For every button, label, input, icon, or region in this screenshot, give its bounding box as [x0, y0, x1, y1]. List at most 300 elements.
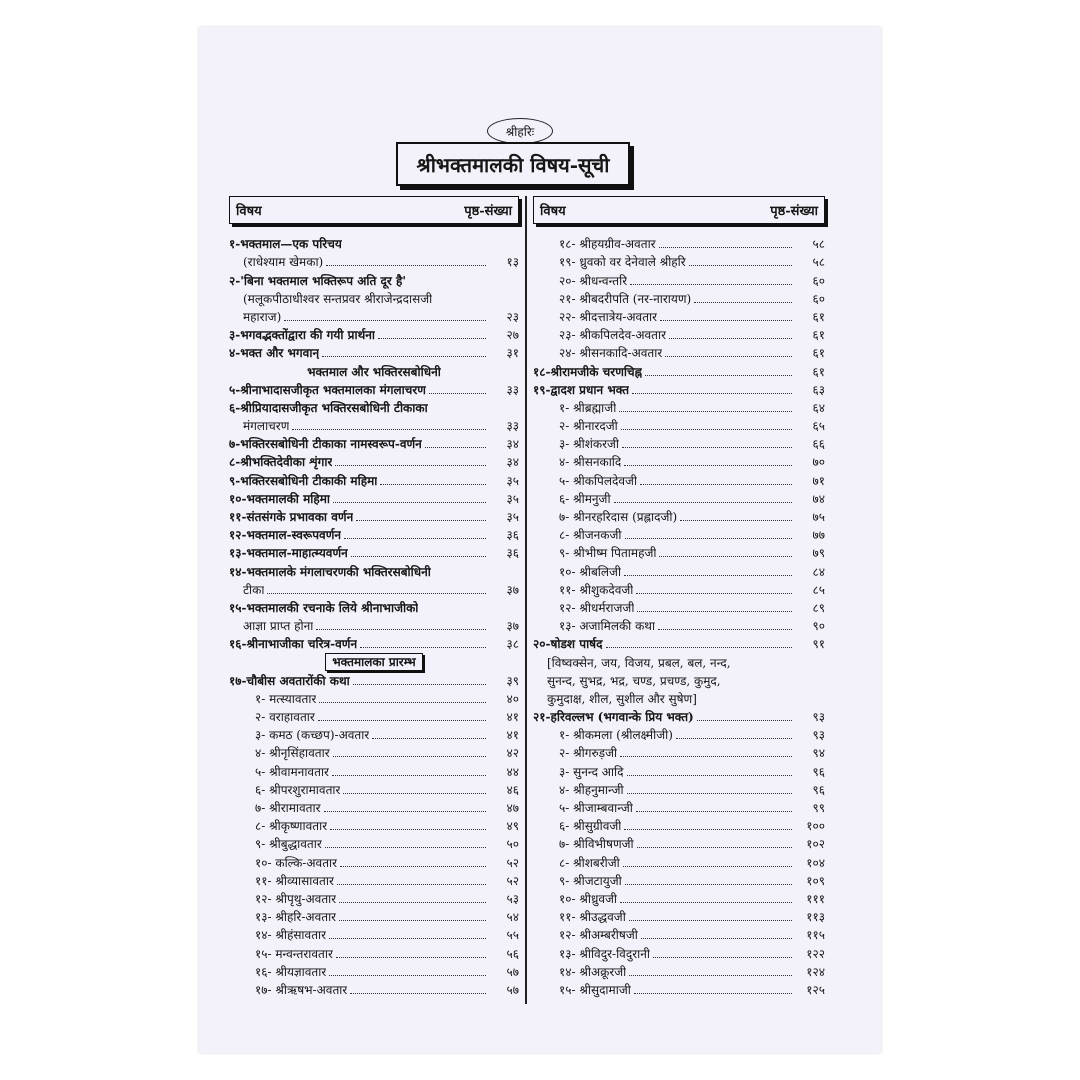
entry-page-number: ४६	[506, 782, 519, 797]
index-entry	[533, 598, 825, 616]
index-entry	[533, 962, 825, 980]
dot-leader	[614, 502, 792, 503]
entry-page-number: ४१	[506, 728, 519, 743]
entry-page-number: ६६	[812, 437, 825, 452]
index-entry	[533, 907, 825, 925]
entry-page-number: ३३	[506, 419, 519, 434]
entry-title: ६- श्रीमनुजी	[559, 491, 611, 506]
index-entry	[533, 798, 825, 816]
dot-leader	[629, 975, 792, 976]
index-entry	[533, 270, 825, 288]
dot-leader	[641, 938, 792, 939]
entry-page-number: १०२	[806, 837, 825, 852]
dot-leader	[329, 938, 486, 939]
index-entry	[533, 452, 825, 470]
entry-title: ५- श्रीकपिलदेवजी	[559, 473, 638, 488]
index-entry	[533, 634, 825, 652]
dot-leader	[339, 920, 486, 921]
entry-page-number: ६१	[812, 309, 825, 324]
index-entry	[229, 343, 519, 361]
dot-leader	[660, 320, 792, 321]
index-entry	[229, 907, 519, 925]
entry-page-number: ५८	[812, 237, 825, 252]
index-entry	[229, 761, 519, 779]
entry-title: (मलूकपीठाधीश्वर सन्तप्रवर श्रीराजेन्द्रदासजी	[243, 291, 433, 306]
entry-page-number: ३१	[506, 346, 519, 361]
index-entry	[229, 725, 519, 743]
index-entry	[533, 980, 825, 998]
entry-title: १७- श्रीऋषभ-अवतार	[255, 982, 348, 997]
entry-page-number: ४०	[506, 691, 519, 706]
index-entry	[533, 761, 825, 779]
index-entry	[229, 889, 519, 907]
entry-title: २४- श्रीसनकादि-अवतार	[559, 346, 663, 361]
index-entry	[229, 834, 519, 852]
index-entry	[533, 616, 825, 634]
crest-emblem	[487, 118, 553, 144]
entry-title: ४-भक्त और भगवान्	[229, 346, 320, 361]
entry-page-number: ६०	[812, 273, 825, 288]
entry-title: १५- मन्वन्तरावतार	[255, 946, 333, 961]
dot-leader	[353, 684, 486, 685]
dot-leader	[425, 447, 486, 448]
dot-leader	[350, 993, 486, 994]
entry-page-number: ५२	[506, 873, 519, 888]
dot-leader	[625, 884, 792, 885]
index-entry	[229, 398, 519, 416]
entry-title: १५-भक्तमालकी रचनाके लिये श्रीनाभाजीको	[229, 600, 419, 615]
entry-page-number: ३३	[506, 382, 519, 397]
index-entry	[229, 816, 519, 834]
entry-title: १५- श्रीसुदामाजी	[559, 982, 631, 997]
entry-page-number: ३८	[506, 637, 519, 652]
entry-title: १३- अजामिलकी कथा	[559, 619, 656, 634]
entry-title: भक्तमालका प्रारम्भ	[325, 653, 423, 671]
dot-leader	[697, 720, 792, 721]
dot-leader	[267, 593, 486, 594]
index-entry	[229, 270, 519, 288]
entry-page-number: ५७	[506, 982, 519, 997]
entry-page-number: ३६	[506, 528, 519, 543]
index-entry	[533, 743, 825, 761]
index-entry	[533, 416, 825, 434]
entry-title: [विष्वक्सेन, जय, विजय, प्रबल, बल, नन्द,	[547, 655, 731, 670]
index-entry	[229, 561, 519, 579]
dot-leader	[630, 284, 792, 285]
entry-title: ११- श्रीउद्धवजी	[559, 910, 626, 925]
entry-page-number: ३४	[506, 437, 519, 452]
dot-leader	[623, 866, 792, 867]
entry-title: ६- श्रीपरशुरामावतार	[255, 782, 341, 797]
entry-page-number: ३७	[506, 582, 519, 597]
index-entry	[229, 780, 519, 798]
entry-page-number: ३६	[506, 546, 519, 561]
entry-title: ७- श्रीरामावतार	[255, 801, 321, 815]
index-entry	[533, 871, 825, 889]
dot-leader	[627, 793, 792, 794]
dot-leader	[316, 629, 486, 630]
dot-leader	[624, 465, 792, 466]
dot-leader	[619, 411, 792, 412]
index-entry	[229, 525, 519, 543]
page-number-header: पृष्ठ-संख्या	[770, 204, 818, 219]
page-number-header: पृष्ठ-संख्या	[464, 204, 512, 219]
entry-page-number: १११	[806, 891, 825, 906]
index-entry	[533, 307, 825, 325]
index-entry	[229, 580, 519, 598]
dot-leader	[622, 447, 792, 448]
subject-header: विषय	[540, 204, 566, 219]
entry-title: १०- श्रीध्रुवजी	[559, 891, 618, 906]
entry-page-number: १२२	[806, 946, 825, 961]
index-entry	[229, 943, 519, 961]
entry-page-number: ४४	[506, 764, 519, 779]
dot-leader	[624, 575, 792, 576]
entry-title: १०- कल्कि-अवतार	[255, 855, 338, 870]
entry-page-number: २७	[506, 328, 519, 343]
entry-page-number: ५६	[506, 946, 519, 961]
entry-title: ३- सुनन्द आदि	[559, 764, 624, 779]
index-entry	[229, 743, 519, 761]
entry-title: १४- श्रीहंसावतार	[255, 928, 327, 943]
entry-page-number: १०४	[806, 855, 825, 870]
entry-title: २०-षोडश पार्षद	[533, 637, 603, 652]
entry-page-number: ६१	[812, 346, 825, 361]
index-entry	[533, 343, 825, 361]
index-entry	[533, 543, 825, 561]
dot-leader	[356, 520, 486, 521]
index-entry	[533, 725, 825, 743]
entry-title: ५- श्रीजाम्बवान्जी	[559, 801, 633, 815]
index-entry	[533, 816, 825, 834]
index-entry	[533, 507, 825, 525]
index-entry	[533, 852, 825, 870]
entry-page-number: ९४	[812, 746, 825, 761]
dot-leader	[429, 393, 486, 394]
index-entry	[533, 289, 825, 307]
entry-title: १०- श्रीबलिजी	[559, 564, 622, 579]
entry-title: ३- कमठ (कच्छप)-अवतार	[255, 728, 370, 743]
index-entry	[229, 871, 519, 889]
dot-leader	[680, 520, 792, 521]
dot-leader	[637, 847, 792, 848]
entry-page-number: ७४	[812, 491, 825, 506]
index-entry	[229, 380, 519, 398]
entry-title: कुमुदाक्ष, शील, सुशील और सुषेण]	[547, 691, 697, 706]
dot-leader	[629, 920, 792, 921]
entry-title: २-'बिना भक्तमाल भक्तिरूप अति दूर है'	[229, 273, 407, 288]
index-entry	[533, 580, 825, 598]
subject-header: विषय	[236, 204, 262, 219]
entry-title: १७-चौबीस अवतारोंकी कथा	[229, 673, 350, 688]
index-entry	[533, 780, 825, 798]
entry-title: २१- श्रीबदरीपति (नर-नारायण)	[559, 291, 692, 306]
dot-leader	[292, 429, 486, 430]
left-column-header	[229, 196, 519, 224]
index-entry	[229, 616, 519, 634]
entry-page-number: ९६	[812, 782, 825, 797]
entry-title: १४-भक्तमालके मंगलाचरणकी भक्तिरसबोधिनी	[229, 564, 431, 579]
entry-title: १२- श्रीपृथु-अवतार	[255, 891, 337, 906]
index-entry	[229, 689, 519, 707]
index-entry	[229, 252, 519, 270]
entry-page-number: ९१	[812, 637, 825, 652]
index-entry	[533, 707, 825, 725]
entry-title: २- श्रीनारदजी	[559, 419, 618, 434]
entry-title: ५- श्रीवामनावतार	[255, 764, 329, 779]
entry-title: १२-भक्तमाल-स्वरूपवर्णन	[229, 528, 342, 543]
entry-page-number: ५३	[506, 891, 519, 906]
entry-title: ७-भक्तिरसबोधिनी टीकाका नामस्वरूप-वर्णन	[229, 437, 422, 452]
entry-title: २०- श्रीधन्वन्तरि	[559, 273, 628, 288]
entry-page-number: ७१	[812, 473, 825, 488]
entry-title: ५-श्रीनाभादासजीकृत भक्तमालका मंगलाचरण	[229, 382, 426, 397]
entry-page-number: २३	[506, 309, 519, 324]
entry-title: ३-भगवद्भक्तोंद्वारा की गयी प्रार्थना	[229, 328, 376, 343]
index-entry	[229, 489, 519, 507]
dot-leader	[659, 556, 792, 557]
dot-leader	[632, 393, 792, 394]
entry-page-number: ३७	[506, 619, 519, 634]
entry-title: २- श्रीगरुड़जी	[559, 746, 618, 761]
dot-leader	[318, 720, 486, 721]
entry-page-number: ५२	[506, 855, 519, 870]
entry-title: ४- श्रीनृसिंहावतार	[255, 746, 330, 761]
entry-page-number: ४७	[506, 801, 519, 815]
index-entry	[229, 925, 519, 943]
entry-page-number: ४२	[506, 746, 519, 761]
entry-title: २१-हरिवल्लभ (भगवान्के प्रिय भक्त)	[533, 710, 694, 725]
dot-leader	[319, 702, 486, 703]
page-title: श्रीभक्तमालकी विषय-सूची	[416, 152, 610, 177]
crest-text: श्रीहरिः	[505, 124, 535, 139]
entry-title: ८- श्रीकृष्णावतार	[255, 819, 328, 834]
entry-title: ९- श्रीभीष्म पितामहजी	[559, 546, 657, 561]
entry-page-number: १२४	[806, 964, 825, 979]
dot-leader	[625, 538, 792, 539]
dot-leader	[637, 611, 792, 612]
dot-leader	[636, 811, 792, 812]
page-title-box	[396, 142, 630, 186]
dot-leader	[340, 866, 486, 867]
index-entry	[229, 798, 519, 816]
entry-title: १८-श्रीरामजीके चरणचिह्न	[533, 364, 643, 379]
index-entry	[229, 543, 519, 561]
entry-title: महाराज)	[243, 309, 282, 324]
entry-title: १३-भक्तमाल-माहात्म्यवर्णन	[229, 546, 348, 561]
entry-page-number: ९६	[812, 764, 825, 779]
index-entry	[229, 652, 519, 670]
index-entry	[229, 980, 519, 998]
index-entry	[229, 598, 519, 616]
entry-page-number: १३	[506, 255, 519, 270]
dot-leader	[378, 338, 486, 339]
entry-page-number: ८९	[812, 600, 825, 615]
entry-title: ८-श्रीभक्तिदेवीका शृंगार	[229, 455, 333, 470]
dot-leader	[324, 811, 486, 812]
index-entry	[229, 962, 519, 980]
dot-leader	[372, 738, 486, 739]
index-entry	[229, 634, 519, 652]
index-entry	[533, 671, 825, 689]
entry-page-number: ४९	[506, 819, 519, 834]
entry-page-number: ७०	[812, 455, 825, 470]
index-entry	[229, 307, 519, 325]
dot-leader	[621, 429, 792, 430]
entry-title: १- श्रीब्रह्माजी	[559, 400, 617, 415]
dot-leader	[380, 484, 486, 485]
entry-page-number: ८४	[812, 564, 825, 579]
index-entry	[533, 689, 825, 707]
entry-title: ७- श्रीविभीषणजी	[559, 837, 634, 852]
entry-page-number: १००	[806, 819, 825, 834]
dot-leader	[326, 265, 486, 266]
dot-leader	[620, 756, 792, 757]
dot-leader	[333, 502, 486, 503]
entry-title: ९-भक्तिरसबोधिनी टीकाकी महिमा	[229, 473, 378, 488]
dot-leader	[360, 647, 486, 648]
entry-title: ९- श्रीजटायुजी	[559, 873, 622, 888]
index-entry	[229, 234, 519, 252]
index-entry	[533, 380, 825, 398]
entry-page-number: ७५	[812, 510, 825, 524]
entry-title: ३- श्रीशंकरजी	[559, 437, 620, 452]
dot-leader	[658, 629, 792, 630]
entry-page-number: ६५	[812, 419, 825, 434]
index-entry	[533, 652, 825, 670]
entry-title: सुनन्द, सुभद्र, भद्र, चण्ड, प्रचण्ड, कुमुद,	[547, 673, 721, 688]
entry-page-number: ९३	[812, 710, 825, 725]
entry-title: १०-भक्तमालकी महिमा	[229, 491, 331, 506]
dot-leader	[332, 775, 486, 776]
dot-leader	[344, 538, 486, 539]
dot-leader	[624, 829, 792, 830]
entry-title: टीका	[243, 582, 265, 597]
entry-title: १६-श्रीनाभाजीका चरित्र-वर्णन	[229, 637, 358, 652]
index-entry	[229, 707, 519, 725]
index-entry	[229, 289, 519, 307]
entry-page-number: ६४	[812, 400, 825, 415]
entry-title: ६-श्रीप्रियादासजीकृत भक्तिरसबोधिनी टीकाका	[229, 400, 428, 415]
dot-leader	[351, 556, 486, 557]
index-entry	[533, 525, 825, 543]
entry-title: १२- श्रीधर्मराजजी	[559, 600, 635, 615]
entry-title: ११- श्रीव्यासावतार	[255, 873, 334, 888]
entry-title: ११- श्रीशुकदेवजी	[559, 582, 634, 597]
entry-title: ८- श्रीजनकजी	[559, 528, 622, 543]
entry-title: १९- ध्रुवको वर देनेवाले श्रीहरि	[559, 255, 686, 270]
entry-title: १३- श्रीहरि-अवतार	[255, 910, 337, 925]
index-entry	[533, 361, 825, 379]
entry-title: १- मत्स्यावतार	[255, 691, 317, 706]
entry-page-number: ८५	[812, 582, 825, 597]
index-entry	[533, 398, 825, 416]
entry-title: १- श्रीकमला (श्रीलक्ष्मीजी)	[559, 728, 673, 743]
dot-leader	[636, 593, 792, 594]
entry-page-number: ६१	[812, 328, 825, 343]
entry-title: २- वराहावतार	[255, 710, 315, 725]
index-entry	[229, 434, 519, 452]
entry-title: ९- श्रीबुद्धावतार	[255, 837, 322, 852]
entry-title: १९-द्वादश प्रधान भक्त	[533, 382, 630, 397]
index-entry	[533, 943, 825, 961]
entry-title: ११-संतसंगके प्रभावका वर्णन	[229, 510, 354, 524]
entry-page-number: ५४	[506, 910, 519, 925]
dot-leader	[606, 647, 793, 648]
dot-leader	[339, 902, 486, 903]
entry-title: मंगलाचरण	[243, 419, 290, 434]
dot-leader	[640, 484, 792, 485]
entry-title: १८- श्रीहयग्रीव-अवतार	[559, 237, 656, 252]
entry-title: ८- श्रीशबरीजी	[559, 855, 620, 870]
right-index-list	[533, 234, 825, 998]
entry-page-number: ९९	[812, 801, 825, 815]
dot-leader	[634, 993, 792, 994]
entry-page-number: १२५	[806, 982, 825, 997]
dot-leader	[694, 302, 792, 303]
index-entry	[533, 470, 825, 488]
entry-title: १६- श्रीयज्ञावतार	[255, 964, 327, 979]
entry-title: १३- श्रीविदुर-विदुरानी	[559, 946, 651, 961]
entry-page-number: ५५	[506, 928, 519, 943]
entry-page-number: ३४	[506, 455, 519, 470]
entry-title: १-भक्तमाल—एक परिचय	[229, 237, 342, 252]
dot-leader	[665, 356, 792, 357]
entry-page-number: ४१	[506, 710, 519, 725]
index-entry	[229, 361, 519, 379]
entry-page-number: ३५	[506, 491, 519, 506]
dot-leader	[336, 957, 486, 958]
dot-leader	[645, 375, 792, 376]
dot-leader	[343, 793, 486, 794]
entry-title: ४- श्रीहनुमान्जी	[559, 782, 624, 797]
entry-page-number: ११३	[806, 910, 825, 925]
entry-page-number: ३५	[506, 473, 519, 488]
entry-page-number: ७९	[812, 546, 825, 561]
entry-page-number: ५७	[506, 964, 519, 979]
entry-page-number: ११५	[806, 928, 825, 943]
index-entry	[533, 234, 825, 252]
index-entry	[229, 452, 519, 470]
entry-page-number: १०९	[806, 873, 825, 888]
dot-leader	[653, 957, 792, 958]
index-entry	[533, 561, 825, 579]
index-entry	[229, 325, 519, 343]
index-entry	[229, 671, 519, 689]
entry-page-number: ९०	[812, 619, 825, 634]
dot-leader	[676, 738, 792, 739]
entry-title: २३- श्रीकपिलदेव-अवतार	[559, 328, 667, 343]
index-entry	[229, 507, 519, 525]
dot-leader	[620, 902, 792, 903]
entry-page-number: ६३	[812, 382, 825, 397]
index-entry	[229, 852, 519, 870]
dot-leader	[337, 884, 486, 885]
right-column-header	[533, 196, 825, 224]
index-entry	[533, 489, 825, 507]
index-entry	[533, 252, 825, 270]
dot-leader	[329, 975, 486, 976]
entry-title: (राधेश्याम खेमका)	[243, 255, 324, 270]
index-entry	[533, 325, 825, 343]
entry-title: ६- श्रीसुग्रीवजी	[559, 819, 622, 834]
column-divider	[525, 196, 527, 1004]
entry-title: १२- श्रीअम्बरीषजी	[559, 928, 638, 943]
index-entry	[533, 889, 825, 907]
dot-leader	[627, 775, 792, 776]
entry-page-number: ७७	[812, 528, 825, 543]
entry-title: १४- श्रीअक्रूरजी	[559, 964, 627, 979]
